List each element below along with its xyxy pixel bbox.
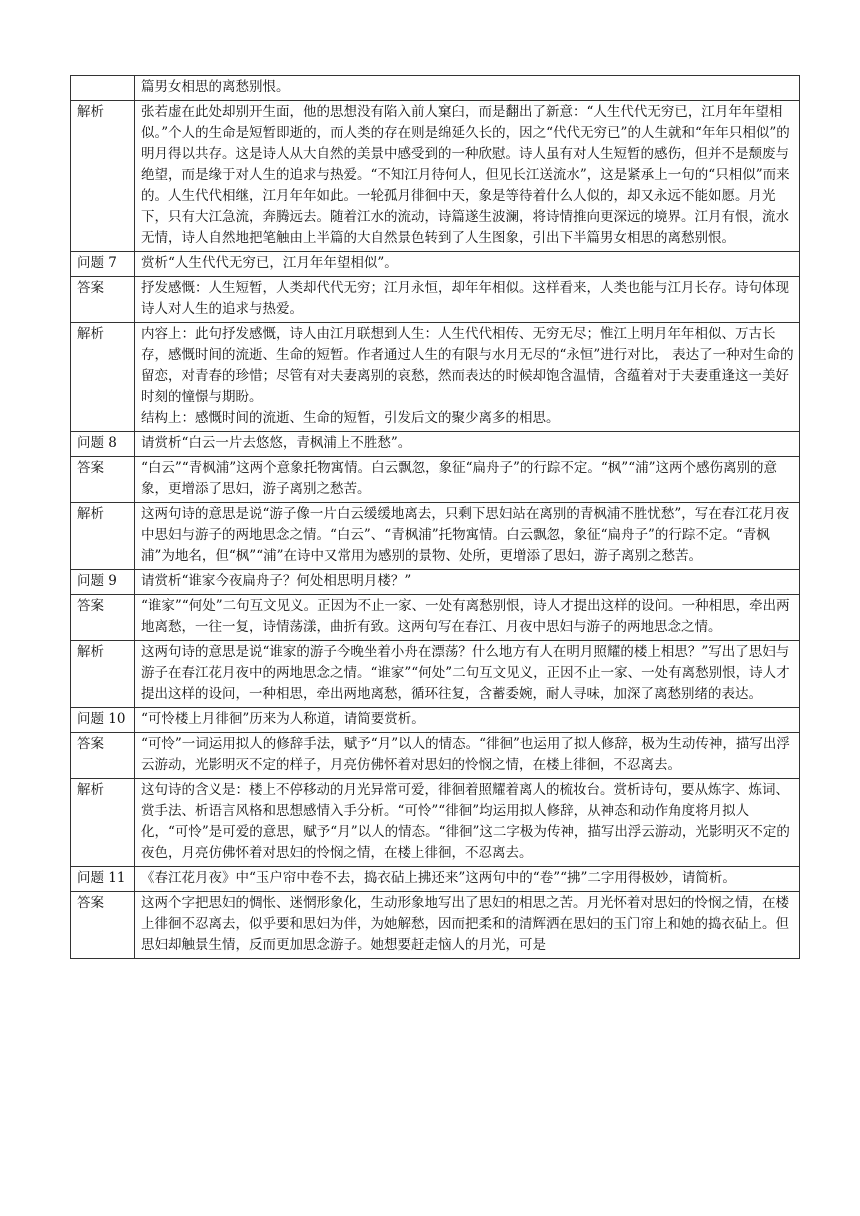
row-label: 问题 8 <box>71 432 135 457</box>
row-label: 问题 7 <box>71 252 135 277</box>
content-paragraph: 请赏析“谁家今夜扁舟子？何处相思明月楼？” <box>141 573 412 589</box>
row-content <box>135 252 800 277</box>
row-label: 问题 11 <box>71 867 135 892</box>
table-row <box>71 892 800 959</box>
row-label <box>71 76 135 101</box>
table-row <box>71 867 800 892</box>
content-paragraph: 请赏析“白云一片去悠悠，青枫浦上不胜愁”。 <box>141 435 412 451</box>
table-row <box>71 432 800 457</box>
row-label: 答案 <box>71 457 135 503</box>
row-label: 答案 <box>71 892 135 959</box>
content-paragraph: 结构上：感慨时间的流逝、生命的短暂，引发后文的聚少离多的相思。 <box>141 410 560 426</box>
table-row <box>71 76 800 101</box>
table-row <box>71 779 800 867</box>
content-paragraph: 抒发感慨：人生短暂，人类却代代无穷；江月永恒，却年年相似。这样看来，人类也能与江月长存。诗句体现诗人对人生的追求与热爱。 <box>141 280 789 317</box>
row-content <box>135 432 800 457</box>
table-row <box>71 503 800 570</box>
content-paragraph: 张若虚在此处却别开生面，他的思想没有陷入前人窠臼，而是翻出了新意：“人生代代无穷已，江月年年望相似。”个人的生命是短暂即逝的，而人类的存在则是绵延久长的，因之“代代无穷已”的人生就和“年年只相似”的明月得以共存。这是诗人从大自然的美景中感受到的一种欣慰。诗人虽有对人生短暂的感伤，但并不是颓废与绝望，而是缘于对人生的追求与热爱。“不知江月待何人，但见长江送流水”，这是紧承上一句的“只相似”而来的。人生代代相继，江月年年如此。一轮孤月徘徊中天，象是等待着什么人似的，却又永远不能如愿。月光下，只有大江急流，奔腾远去。随着江水的流动，诗篇遂生波澜，将诗情推向更深远的境界。江月有恨，流水无情，诗人自然地把笔触由上半篇的大自然景色转到了人生图象，引出下半篇男女相思的离愁别恨。 <box>141 104 790 246</box>
table-row <box>71 595 800 641</box>
content-paragraph: 篇男女相思的离愁别恨。 <box>141 79 290 95</box>
row-content <box>135 323 800 432</box>
row-content <box>135 76 800 101</box>
row-label: 问题 9 <box>71 570 135 595</box>
content-paragraph: “可怜”一词运用拟人的修辞手法，赋予“月”以人的情态。“徘徊”也运用了拟人修辞，极为生动传神，描写出浮云游动，光影明灭不定的样子，月亮仿佛怀着对思妇的怜悯之情，在楼上徘徊，不忍离去。 <box>141 736 790 773</box>
row-label: 解析 <box>71 101 135 252</box>
row-content <box>135 503 800 570</box>
content-paragraph: “白云”“青枫浦”这两个意象托物寓情。白云飘忽，象征“扁舟子”的行踪不定。“枫”“浦”这两个感伤离别的意象，更增添了思妇，游子离别之愁苦。 <box>141 460 778 497</box>
table-row <box>71 101 800 252</box>
row-label: 解析 <box>71 503 135 570</box>
row-content <box>135 892 800 959</box>
row-label: 解析 <box>71 323 135 432</box>
content-paragraph: 这两个字把思妇的惆怅、迷惘形象化，生动形象地写出了思妇的相思之苦。月光怀着对思妇的怜悯之情，在楼上徘徊不忍离去，似乎要和思妇为伴，为她解愁，因而把柔和的清辉洒在思妇的玉门帘上和她的捣衣砧上。但思妇却触景生情，反而更加思念游子。她想要赶走恼人的月光，可是 <box>141 895 789 953</box>
content-paragraph: 这两句诗的意思是说“游子像一片白云缓缓地离去，只剩下思妇站在离别的青枫浦不胜忧愁”，写在春江花月夜中思妇与游子的两地思念之情。“白云”、“青枫浦”托物寓情。白云飘忽，象征“扁舟子”的行踪不定。“青枫浦”为地名，但“枫”“浦”在诗中又常用为感别的景物、处所，更增添了思妇，游子离别之愁苦。 <box>141 506 790 564</box>
row-content <box>135 867 800 892</box>
table-row <box>71 457 800 503</box>
row-label: 答案 <box>71 277 135 323</box>
row-content <box>135 277 800 323</box>
content-paragraph: 内容上：此句抒发感慨，诗人由江月联想到人生：人生代代相传、无穷无尽；惟江上明月年年相似、万古长存，感慨时间的流逝、生命的短暂。作者通过人生的有限与水月无尽的“永恒”进行对比， 表达了一种对生命的留恋，对青春的珍惜；尽管有对夫妻离别的哀愁，然而表达的时候却饱含温情，含蕴着对于夫妻重逢这一美好时刻的憧憬与期盼。 <box>141 326 794 405</box>
table-row <box>71 570 800 595</box>
row-content <box>135 641 800 708</box>
row-content <box>135 570 800 595</box>
row-label: 问题 10 <box>71 708 135 733</box>
row-content <box>135 708 800 733</box>
row-label: 解析 <box>71 779 135 867</box>
table-row <box>71 323 800 432</box>
qa-table <box>70 75 800 959</box>
content-paragraph: 《春江花月夜》中“玉户帘中卷不去，捣衣砧上拂还来”这两句中的“卷”“拂”二字用得极妙，请简析。 <box>141 870 736 886</box>
row-label: 解析 <box>71 641 135 708</box>
content-paragraph: 这句诗的含义是：楼上不停移动的月光异常可爱，徘徊着照耀着离人的梳妆台。赏析诗句，要从炼字、炼词、赏手法、析语言风格和思想感情入手分析。“可怜”“徘徊”均运用拟人修辞，从神态和动作角度将月拟人化，“可怜”是可爱的意思，赋予“月”以人的情态。“徘徊”这二字极为传神，描写出浮云游动，光影明灭不定的夜色，月亮仿佛怀着对思妇的怜悯之情，在楼上徘徊，不忍离去。 <box>141 782 790 861</box>
content-paragraph: 赏析“人生代代无穷已，江月年年望相似”。 <box>141 255 398 271</box>
content-paragraph: “可怜楼上月徘徊”历来为人称道，请简要赏析。 <box>141 711 425 727</box>
content-paragraph: “谁家”“何处”二句互文见义。正因为不止一家、一处有离愁别恨，诗人才提出这样的设问。一种相思，牵出两地离愁，一往一复，诗情荡漾，曲折有致。这两句写在春江、月夜中思妇与游子的两地思念之情。 <box>141 598 790 635</box>
document-page <box>70 75 792 959</box>
table-row <box>71 733 800 779</box>
row-content <box>135 733 800 779</box>
row-content <box>135 595 800 641</box>
row-content <box>135 779 800 867</box>
row-label: 答案 <box>71 595 135 641</box>
content-paragraph: 这两句诗的意思是说“谁家的游子今晚坐着小舟在漂荡？什么地方有人在明月照耀的楼上相思？”写出了思妇与游子在春江花月夜中的两地思念之情。“谁家”“何处”二句互文见义，正因不止一家、一处有离愁别恨，诗人才提出这样的设问，一种相思，牵出两地离愁，循环往复，含蓄委婉，耐人寻味，加深了离愁别绪的表达。 <box>141 644 790 702</box>
table-row <box>71 277 800 323</box>
table-row <box>71 641 800 708</box>
table-row <box>71 708 800 733</box>
row-content <box>135 457 800 503</box>
row-content <box>135 101 800 252</box>
table-row <box>71 252 800 277</box>
row-label: 答案 <box>71 733 135 779</box>
